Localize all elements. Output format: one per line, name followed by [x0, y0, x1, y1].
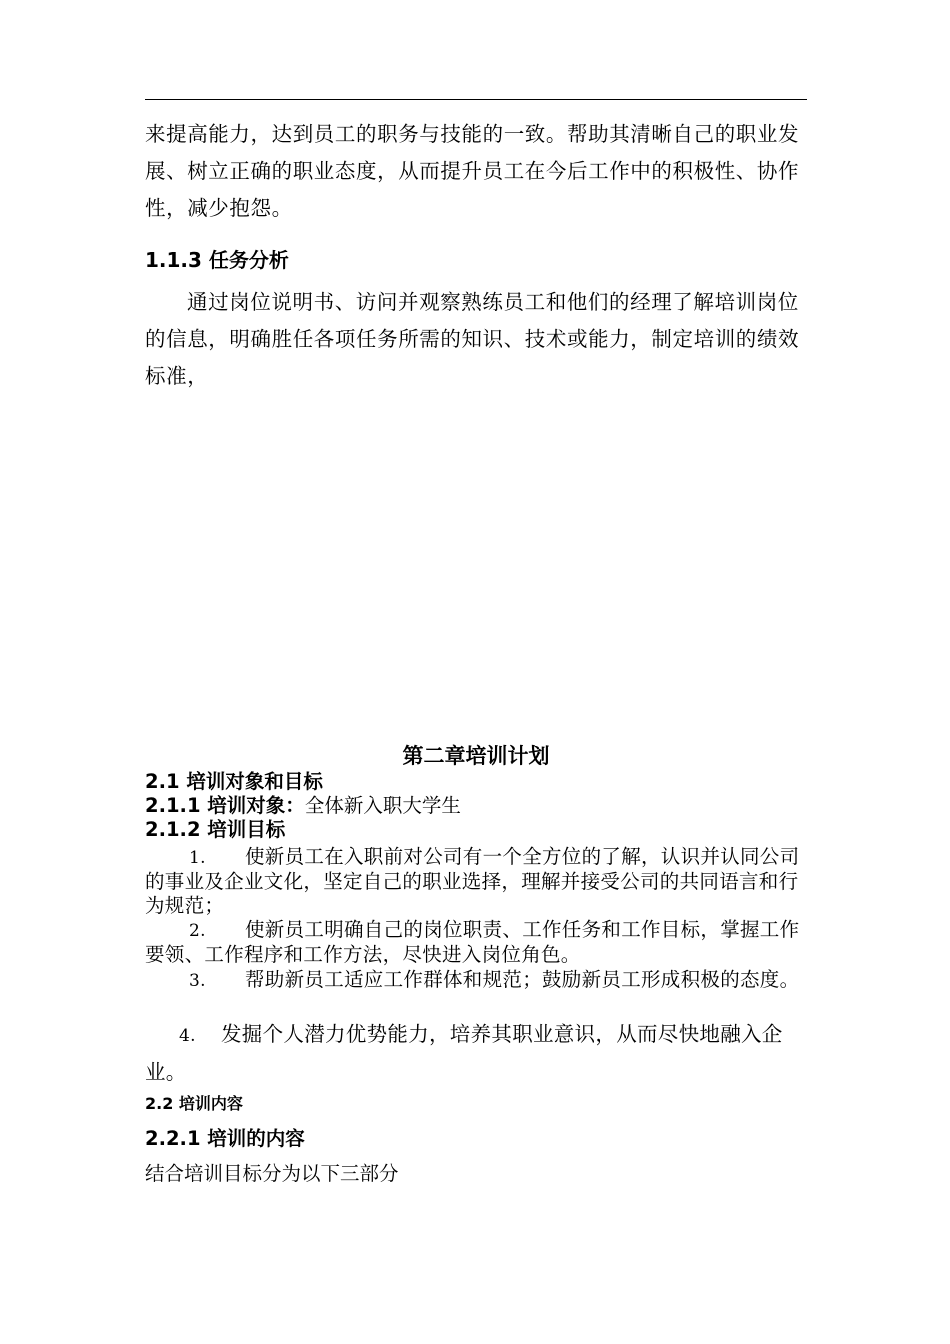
paragraph-content-parts: 结合培训目标分为以下三部分	[145, 1162, 399, 1185]
goal-number: 4.	[179, 1026, 196, 1046]
goal-item	[145, 1016, 810, 1090]
paragraph-continuation: 来提高能力，达到员工的职务与技能的一致。帮助其清晰自己的职业发展、树立正确的职业态度，从而提升员工在今后工作中的积极性、协作性，减少抱怨。	[145, 122, 800, 220]
heading-2-1-1-label: 2.1.1 培训对象：	[145, 794, 305, 817]
heading-2-1-1-value: 全体新入职大学生	[304, 794, 461, 817]
goal-text: 帮助新员工适应工作群体和规范；鼓励新员工形成积极的态度。	[245, 968, 800, 991]
heading-2-2: 2.2 培训内容	[145, 1094, 243, 1113]
heading-2-1: 2.1 培训对象和目标	[145, 770, 323, 793]
heading-1-1-3: 1.1.3 任务分析	[145, 248, 289, 272]
goal-item	[145, 918, 810, 967]
paragraph-task-analysis: 通过岗位说明书、访问并观察熟练员工和他们的经理了解培训岗位的信息，明确胜任各项任务所需的知识、技术或能力，制定培训的绩效标准，	[145, 290, 800, 388]
goal-number: 2.	[189, 921, 206, 941]
heading-2-2-1: 2.2.1 培训的内容	[145, 1127, 305, 1150]
goal-text: 发掘个人潜力优势能力，培养其职业意识，从而尽快地融入企业。	[145, 1022, 783, 1084]
goal-text: 使新员工在入职前对公司有一个全方位的了解，认识并认同公司的事业及企业文化，坚定自己的职业选择，理解并接受公司的共同语言和行为规范；	[145, 845, 800, 917]
heading-2-1-2: 2.1.2 培训目标	[145, 818, 286, 841]
chapter-title: 第二章培训计划	[402, 744, 550, 768]
goal-number: 3.	[189, 971, 206, 991]
goal-item	[145, 845, 810, 918]
goal-text: 使新员工明确自己的岗位职责、工作任务和工作目标，掌握工作要领、工作程序和工作方法，尽快进入岗位角色。	[145, 918, 800, 966]
goal-number: 1.	[189, 848, 206, 868]
heading-2-1-1	[145, 794, 810, 818]
header-rule	[145, 99, 807, 100]
goal-item	[145, 968, 810, 993]
